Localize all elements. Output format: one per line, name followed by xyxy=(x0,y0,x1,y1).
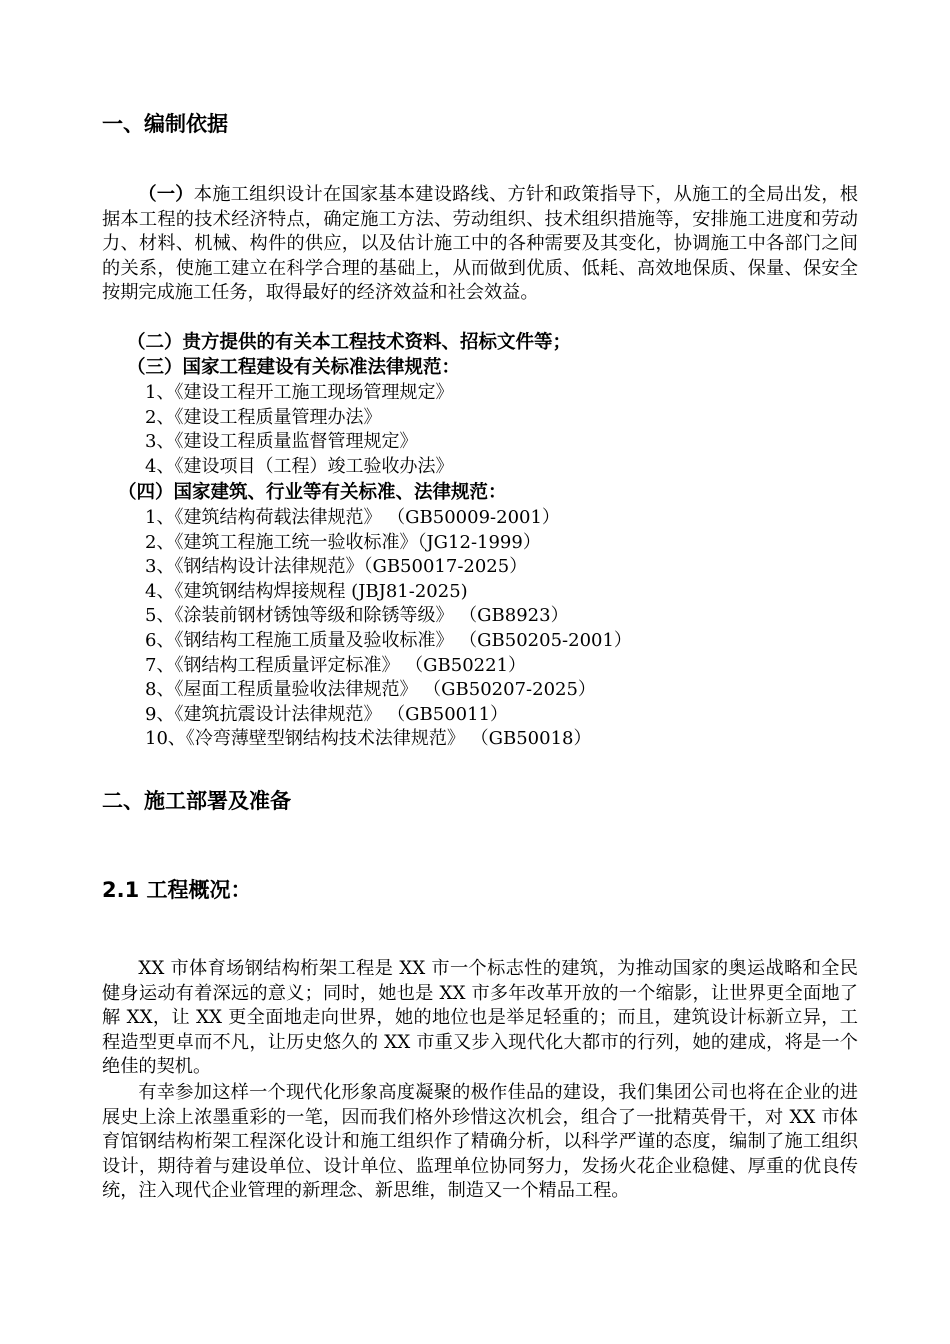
section-heading-basis: 一、编制依据 xyxy=(102,112,228,136)
section-heading-deployment: 二、施工部署及准备 xyxy=(102,789,291,813)
list-item: 4、《建设项目（工程）竣工验收办法》 xyxy=(145,455,454,477)
item-3-heading: （三）国家工程建设有关标准法律规范： xyxy=(127,357,461,378)
list-item: 1、《建筑结构荷载法律规范》 （GB50009-2001） xyxy=(145,507,560,528)
item-2-heading: （二）贵方提供的有关本工程技术资料、招标文件等； xyxy=(127,332,572,353)
standards-list-4 xyxy=(145,506,632,752)
list-item: 3、《建设工程质量监督管理规定》 xyxy=(145,431,418,453)
intro-paragraph xyxy=(102,183,858,306)
list-item: 6、《钢结构工程施工质量及验收标准》 （GB50205-2001） xyxy=(145,629,632,651)
overview-paragraph-2 xyxy=(102,1081,858,1204)
list-item: 4、《建筑钢结构焊接规程 (JBJ81-2025) xyxy=(145,580,468,602)
list-item: 9、《建筑抗震设计法律规范》 （GB50011） xyxy=(145,703,509,725)
list-item: 10、《冷弯薄壁型钢结构技术法律规范》 （GB50018） xyxy=(145,728,592,750)
standards-list-3 xyxy=(145,381,453,479)
intro-text: 本施工组织设计在国家基本建设路线、方针和政策指导下，从施工的全局出发，根据本工程的技术经济特点，确定施工方法、劳动组织、技术组织措施等，安排施工进度和劳动力、材料、机械、构件的供应，以及估计施工中的各种需要及其变化，协调施工中各部门之间的关系，使施工建立在科学合理的基础上，从而做到优质、低耗、高效地保质、保量、保安全按期完成施工任务，取得最好的经济效益和社会效益。 xyxy=(102,184,858,304)
subsection-heading-overview: 2.1 工程概况： xyxy=(102,878,252,902)
list-item: 7、《钢结构工程质量评定标准》 （GB50221） xyxy=(145,654,527,676)
intro-lead: （一） xyxy=(138,184,194,205)
list-item: 5、《涂装前钢材锈蚀等级和除锈等级》 （GB8923） xyxy=(145,605,569,627)
overview-paragraph-1 xyxy=(102,957,858,1080)
list-item: 3、《钢结构设计法律规范》（GB50017-2025） xyxy=(145,556,528,578)
list-item: 8、《屋面工程质量验收法律规范》 （GB50207-2025） xyxy=(145,679,596,701)
item-4-heading: （四）国家建筑、行业等有关标准、法律规范： xyxy=(118,482,507,503)
overview-text-1: XX 市体育场钢结构桁架工程是 XX 市一个标志性的建筑，为推动国家的奥运战略和全民健身运动有着深远的意义；同时，她也是 XX 市多年改革开放的一个缩影，让世界更全面地了解 XX，让 XX 更全面地走向世界，她的地位也是举足轻重的；而且，建筑设计标新立异，工程造型更卓而不凡，让历史悠久的 XX 市重又步入现代化大都市的行列，她的建成，将是一个绝佳的契机。 xyxy=(102,958,858,1078)
list-item: 1、《建设工程开工施工现场管理规定》 xyxy=(145,382,454,403)
overview-text-2: 有幸参加这样一个现代化形象高度凝聚的极作佳品的建设，我们集团公司也将在企业的进展史上涂上浓墨重彩的一笔，因而我们格外珍惜这次机会，组合了一批精英骨干，对 XX 市体育馆钢结构桁架工程深化设计和施工组织作了精确分析，以科学严谨的态度，编制了施工组织设计，期待着与建设单位、设计单位、监理单位协同努力，发扬火花企业稳健、厚重的优良传统，注入现代企业管理的新理念、新思维，制造又一个精品工程。 xyxy=(102,1082,858,1202)
list-item: 2、《建筑工程施工统一验收标准》（JG12-1999） xyxy=(145,531,541,553)
list-item: 2、《建设工程质量管理办法》 xyxy=(145,406,382,428)
